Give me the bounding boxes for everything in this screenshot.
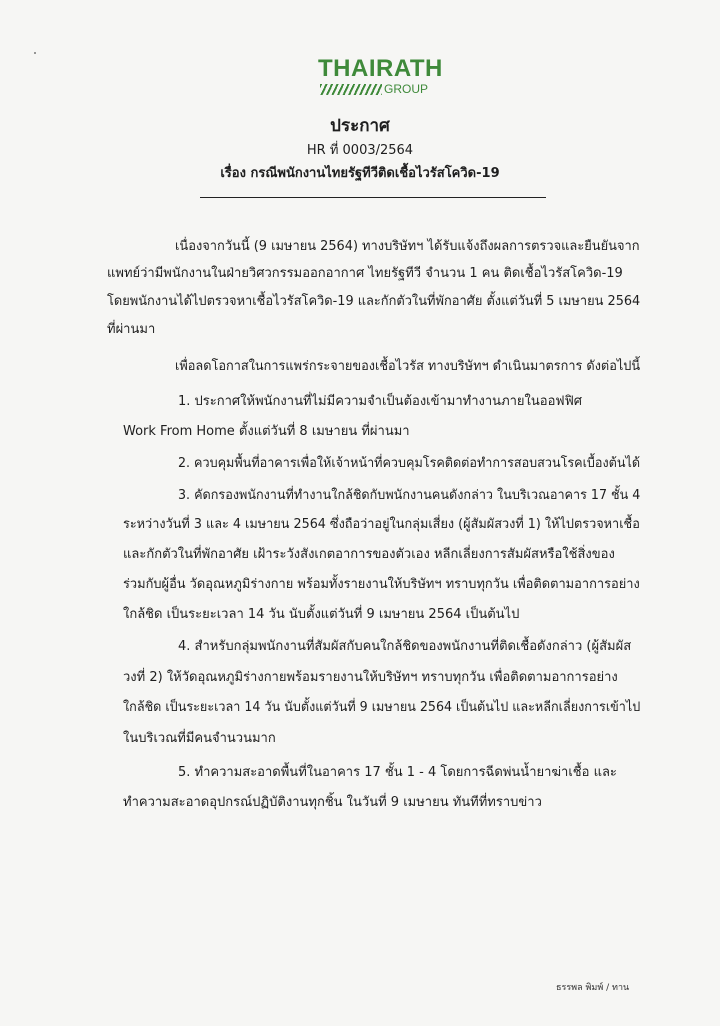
- logo-sub: [318, 82, 432, 96]
- item3-line-3: และกักตัวในที่พักอาศัย เฝ้าระวังสังเกตอาการของตัวเอง หลีกเลี่ยงการสัมผัสหรือใช้สิ่งของ: [123, 547, 615, 562]
- logo-stripes-icon: [320, 84, 382, 95]
- item1-line-2: Work From Home ตั้งแต่วันที่ 8 เมษายน ที่ผ่านมา: [123, 424, 410, 439]
- item5-line-1: 5. ทำความสะอาดพื้นที่ในอาคาร 17 ชั้น 1 - 4 โดยการฉีดพ่นน้ำยาฆ่าเชื้อ และ: [178, 765, 617, 780]
- document-number: HR ที่ 0003/2564: [306, 143, 414, 158]
- item3-line-4: ร่วมกับผู้อื่น วัดอุณหภูมิร่างกาย พร้อมทั้งรายงานให้บริษัทฯ ทราบทุกวัน เพื่อติดตามอาการอย่าง: [123, 577, 640, 592]
- item4-line-2: วงที่ 2) ให้วัดอุณหภูมิร่างกายพร้อมรายงานให้บริษัทฯ ทราบทุกวัน เพื่อติดตามอาการอย่าง: [123, 670, 618, 685]
- item5-line-2: ทำความสะอาดอุปกรณ์ปฏิบัติงานทุกชิ้น ในวันที่ 9 เมษายน ทันทีที่ทราบข่าว: [123, 795, 542, 810]
- thairath-group-logo: [318, 55, 443, 96]
- item1-line-1: 1. ประกาศให้พนักงานที่ไม่มีความจำเป็นต้องเข้ามาทำงานภายในออฟฟิศ: [178, 394, 583, 409]
- item4-line-3: ใกล้ชิด เป็นระยะเวลา 14 วัน นับตั้งแต่วันที่ 9 เมษายน 2564 เป็นต้นไป และหลีกเลี่ยงการเข้าไป: [123, 700, 641, 715]
- item3-line-1: 3. คัดกรองพนักงานที่ทำงานใกล้ชิดกับพนักงานคนดังกล่าว ในบริเวณอาคาร 17 ชั้น 4: [178, 488, 641, 503]
- footer-initials: ธรรพล พิมพ์ / ทาน: [556, 983, 630, 993]
- item3-line-5: ใกล้ชิด เป็นระยะเวลา 14 วัน นับตั้งแต่วันที่ 9 เมษายน 2564 เป็นต้นไป: [123, 607, 520, 622]
- logo-group-text: GROUP: [384, 82, 429, 96]
- item3-line-2: ระหว่างวันที่ 3 และ 4 เมษายน 2564 ซึ่งถือว่าอยู่ในกลุ่มเสี่ยง (ผู้สัมผัสวงที่ 1) ให้ไปตรวจหาเชื้อ: [123, 517, 640, 532]
- document-title: ประกาศ: [330, 116, 390, 136]
- para1-line-4: ที่ผ่านมา: [107, 322, 156, 337]
- scan-speck: [34, 52, 36, 54]
- item2-line: 2. ควบคุมพื้นที่อาคารเพื่อให้เจ้าหน้าที่ควบคุมโรคติดต่อทำการสอบสวนโรคเบื้องต้นได้: [178, 456, 641, 471]
- para2-line: เพื่อลดโอกาสในการแพร่กระจายของเชื้อไวรัส ทางบริษัทฯ ดำเนินมาตรการ ดังต่อไปนี้: [175, 359, 641, 374]
- para1-line-1: เนื่องจากวันนี้ (9 เมษายน 2564) ทางบริษัทฯ ได้รับแจ้งถึงผลการตรวจและยืนยันจาก: [175, 239, 640, 254]
- document-subject: เรื่อง กรณีพนักงานไทยรัฐทีวีติดเชื้อไวรัสโควิด-19: [220, 166, 500, 181]
- para1-line-2: แพทย์ว่ามีพนักงานในฝ่ายวิศวกรรมออกอากาศ ไทยรัฐทีวี จำนวน 1 คน ติดเชื้อไวรัสโควิด-19: [107, 266, 623, 281]
- header-divider: [200, 197, 546, 198]
- para1-line-3: โดยพนักงานได้ไปตรวจหาเชื้อไวรัสโควิด-19 และกักตัวในที่พักอาศัย ตั้งแต่วันที่ 5 เมษายน 2564: [107, 294, 641, 309]
- logo-wordmark: THAIRATH: [318, 55, 443, 82]
- item4-line-1: 4. สำหรับกลุ่มพนักงานที่สัมผัสกับคนใกล้ชิดของพนักงานที่ติดเชื้อดังกล่าว (ผู้สัมผัส: [178, 639, 632, 654]
- item4-line-4: ในบริเวณที่มีคนจำนวนมาก: [123, 731, 276, 746]
